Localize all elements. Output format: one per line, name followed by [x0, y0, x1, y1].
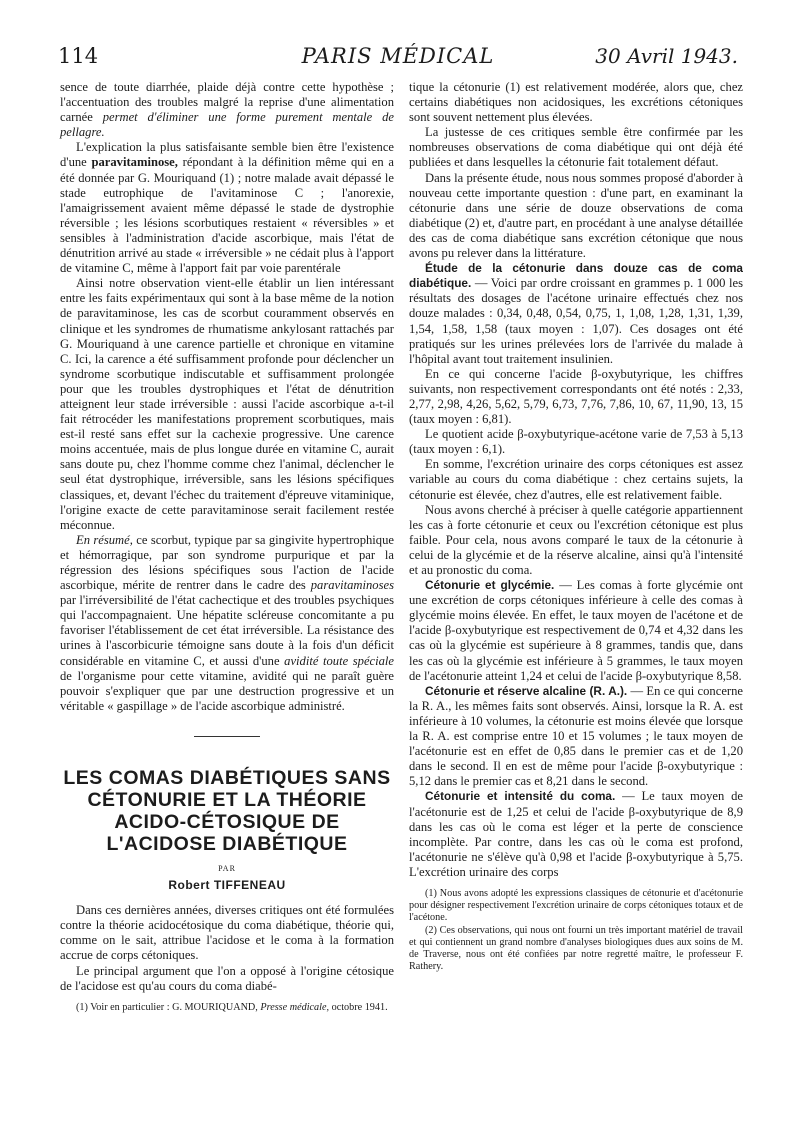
- section-heading: Cétonurie et réserve alcaline (R. A.).: [425, 683, 628, 698]
- section-divider: [194, 736, 260, 737]
- paragraph: Cétonurie et réserve alcaline (R. A.). — En ce qui concerne la R. A., les mêmes faits sont observés. Ainsi, lorsque la R. A. est inférieure à 10 volumes, la cétonurie est moins élevée que lorsque la R. A. est comprise entre 10 et 15 volumes ; le taux moyen de l'acétonurie est en effet de 0,85 dans le premier cas et de 1,20 dans le second. Il en est de même pour l'acide β-oxybutyrique : 5,12 dans le premier cas et 8,21 dans le second.: [409, 683, 743, 789]
- paragraph: Cétonurie et glycémie. — Les comas à forte glycémie ont une excrétion de corps cétoniques inférieure à celle des comas à glycémie moins élevée. En effet, le taux moyen de l'acétone et de l'acide β-oxybutyrique est respectivement de 0,74 et 4,32 dans les cas où la glycémie est supérieure à 8 grammes, tandis que, dans les cas où la glycémie est inférieure à 5 grammes, le taux moyen de l'acétonurie atteint 1,24 et celui de l'acide β-oxybutyrique 8,58.: [409, 578, 743, 683]
- paragraph: L'explication la plus satisfaisante semble bien être l'existence d'une paravitaminose, répondant à la définition même qui en a été donnée par G. Mouriquand (1) ; notre malade avait dépassé le stade eutrophique de l'avitaminose C ; l'anorexie, l'amaigrissement avaient même dépassé le stade de dystrophie réversible ; les lésions scorbutiques restaient « réversibles » et sensibles à l'administration d'acide ascorbique, mais l'état de dénutrition arrivé au stade « irréversible » ne cédait plus à l'apport de vitamine C, même à l'apport fait par voie parentérale: [60, 140, 395, 276]
- footnote: (2) Ces observations, qui nous ont fourni un très important matériel de travail et qui contiennent un grand nombre d'analyses biologiques dues aux soins de M. de Traverse, nous ont été confiées par notre regretté maître, le professeur F. Rathery.: [409, 924, 743, 973]
- article-title: LES COMAS DIABÉTIQUES SANS CÉTONURIE ET LA THÉORIE ACIDO-CÉTOSIQUE DE L'ACIDOSE DIABÉTIQUE: [63, 766, 391, 855]
- paragraph: Le principal argument que l'on a opposé à l'origine cétosique de l'acidose est qu'au cours du coma diabé-: [60, 963, 394, 993]
- issue-date: 30 Avril 1943.: [595, 44, 738, 68]
- footnote: (1) Voir en particulier : G. MOURIQUAND, Presse médicale, octobre 1941.: [76, 1001, 388, 1013]
- section-heading: Cétonurie et glycémie.: [425, 578, 555, 593]
- page-number: 114: [58, 44, 99, 68]
- paragraph: La justesse de ces critiques semble être confirmée par les nombreuses observations de coma diabétique qui ont déjà été publiées et dans lesquelles la cétonurie fait totalement défaut.: [409, 125, 743, 170]
- article-author: Robert TIFFENEAU: [168, 878, 286, 893]
- paragraph: Dans la présente étude, nous nous sommes proposé d'aborder à nouveau cette importante question : d'une part, en examinant la cétonurie dans une série de douze observations de coma diabétique (2) et, d'autre part, en procédant à une analyse détaillée des cas de coma diabétique sans excrétion cétonique que nous avons pu relever dans la littérature.: [409, 170, 743, 261]
- paragraph: En somme, l'excrétion urinaire des corps cétoniques est assez variable au cours du coma diabétique : chez certains sujets, la cétonurie est élevée, chez d'autres, elle est relativement faible.: [409, 457, 743, 502]
- paragraph: Nous avons cherché à préciser à quelle catégorie appartiennent les cas à forte cétonurie et ceux ou l'excrétion cétonique est plus faible. Pour cela, nous avons comparé le taux de la cétonurie à celui de la glycémie et de la réserve alcaline, ainsi qu'à l'intensité et au pronostic du coma.: [409, 502, 743, 577]
- section-heading: Étude de la cétonurie dans douze cas de coma diabétique.: [409, 261, 743, 291]
- paragraph: Dans ces dernières années, diverses critiques ont été formulées contre la théorie acidocétosique du coma diabétique, théorie qui, comme on le sait, attribue l'acidose et le coma à la formation accrue de corps cétoniques.: [60, 903, 394, 963]
- paragraph: tique la cétonurie (1) est relativement modérée, alors que, chez certains diabétiques non acidosiques, les excrétions cétoniques sont souvent nettement plus élevées.: [409, 80, 743, 125]
- right-column: [409, 80, 743, 973]
- paragraph: sence de toute diarrhée, plaide déjà contre cette hypothèse ; l'accentuation des troubles malgré la reprise d'une alimentation carnée permet d'éliminer une forme purement mentale de pellagre.: [60, 80, 394, 140]
- page-header: [58, 44, 738, 74]
- paragraph: Cétonurie et intensité du coma. — Le taux moyen de l'acétonurie est de 1,25 et celui de l'acide β-oxybutyrique de 8,9 dans les cas où le coma est léger et la perte de conscience incomplète. Par contre, dans les cas où le coma est profond, l'acétonurie ne s'élève qu'à 0,98 et l'acide β-oxybutyrique à 5,75. L'excrétion urinaire des corps: [409, 789, 744, 879]
- paragraph: Ainsi notre observation vient-elle établir un lien intéressant entre les faits expérimentaux qui sont à la base même de la notion de paravitaminose, les cas de scorbut couramment observés en clinique et les syndromes de rhumatisme ankylosant rattachés par G. Mouriquand à une carence partielle et chronique en vitamine C. Ici, la carence a été suffisamment profonde pour déclencher un syndrome scorbutique indiscutable et suffisamment prolongée pour que les troubles dystrophiques et l'état de dénutrition atteignent leur stade irréversible : aussi l'acide ascorbique a-t-il fait rétrocéder les manifestations proprement scorbutiques, mais est-il resté sans effet sur la cachexie progressive. Une carence moins accentuée, mais de plus longue durée en vitamine C, aurait sans doute pu, chez l'homme comme chez l'animal, déclencher le seul état dystrophique, irréversible, sans les lésions spécifiques classiques, et, devant l'échec du traitement d'épreuve vitaminique, l'origine exacte de cette paravitaminose serait facilement restée méconnue.: [60, 276, 394, 532]
- byline-par: PAR: [218, 863, 236, 873]
- left-column: [60, 80, 394, 1014]
- paragraph: En résumé, ce scorbut, typique par sa gingivite hypertrophique et hémorragique, par son syndrome purpurique et par la régression des lésions spécifiques sous l'action de l'acide ascorbique, mérite de rentrer dans le cadre des paravitaminoses par l'irréversibilité de l'état cachectique et des troubles psychiques qui l'accompagnaient. Une hépatite scléreuse concomitante a pu favoriser l'établissement de cet état irréversible. La résistance des urines à l'ascorbicurie témoigne sans doute à la fois d'un déficit considérable en vitamine C, et aussi d'une avidité toute spéciale de l'organisme pour cette vitamine, avidité qui ne paraît guère pouvoir s'expliquer que par une destruction progressive et un véritable « gaspillage » de l'acide ascorbique administré.: [60, 532, 395, 713]
- paragraph: En ce qui concerne l'acide β-oxybutyrique, les chiffres suivants, non respectivement correspondants ont été notés : 2,33, 2,77, 2,98, 4,26, 5,62, 5,79, 6,73, 7,76, 7,86, 10, 67, 11,90, 13, 15 (taux moyen : 6,81).: [409, 366, 743, 427]
- footnote: (1) Nous avons adopté les expressions classiques de cétonurie et d'acétonurie pour désigner respectivement l'excrétion urinaire de corps cétoniques totaux et de l'acétone.: [409, 887, 743, 924]
- section-heading: Cétonurie et intensité du coma.: [425, 789, 616, 804]
- paragraph: Étude de la cétonurie dans douze cas de coma diabétique. — Voici par ordre croissant en grammes p. 1 000 les résultats des dosages de l'acétone urinaire effectués chez nos douze malades : 0,34, 0,48, 0,54, 0,75, 1, 1,08, 1,28, 1,31, 1,39, 1,54, 1,58, 1,58 (taux moyen : 1,07). Ces dosages ont été pratiqués sur les urines prélevées lors de l'arrivée du malade à l'hôpital avant tout traitement insulinien.: [409, 261, 744, 366]
- paragraph: Le quotient acide β-oxybutyrique-acétone varie de 7,53 à 5,13 (taux moyen : 6,1).: [409, 427, 743, 457]
- journal-title: PARIS MÉDICAL: [301, 44, 495, 68]
